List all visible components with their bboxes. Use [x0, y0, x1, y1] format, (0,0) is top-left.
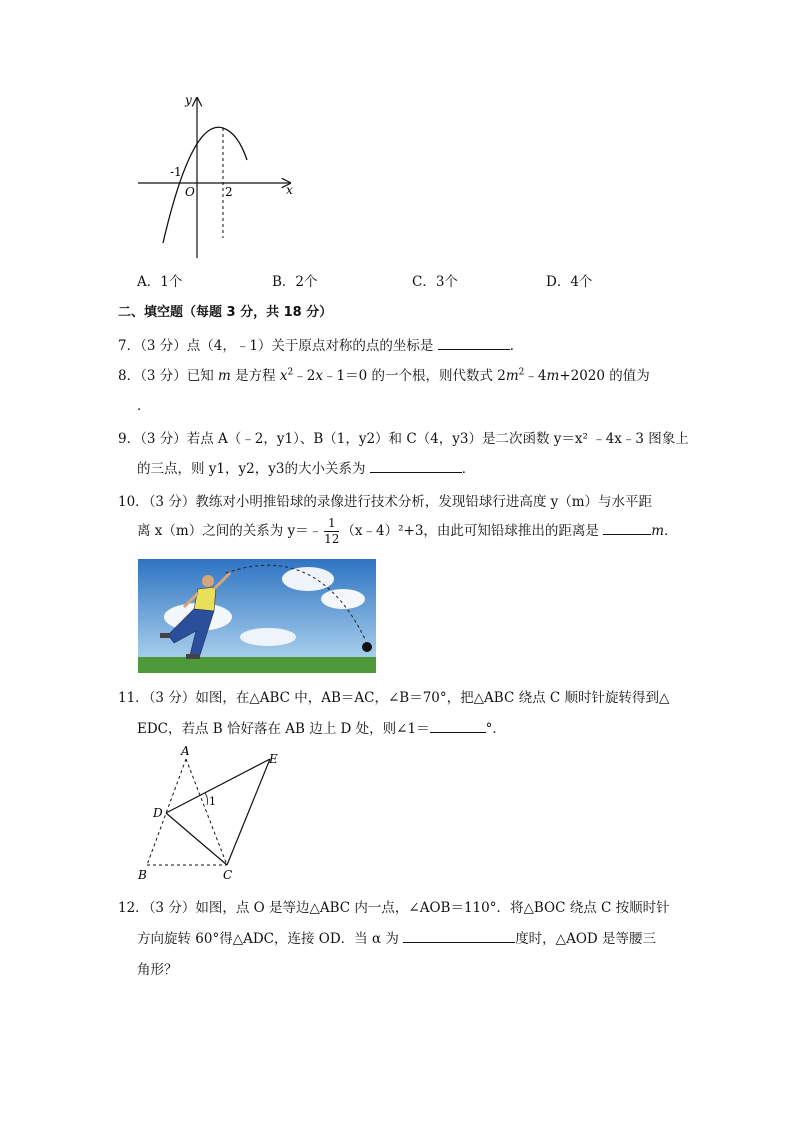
cloud	[321, 589, 365, 609]
angle-1-arc	[205, 793, 208, 805]
triangle-figure	[133, 743, 283, 883]
section-title: 二、填空题（每题 3 分，共 18 分）	[118, 305, 333, 320]
q10-frac-den: 12	[324, 532, 340, 546]
q10-fraction	[324, 516, 339, 547]
q10-number: 10．	[118, 494, 149, 510]
question-12-line2	[137, 927, 656, 947]
q8-m: m	[218, 368, 231, 384]
question-9-line2	[137, 457, 475, 477]
q9-end: ．	[461, 461, 476, 477]
option-b[interactable]: B．2个	[272, 274, 318, 290]
q8-mid1: 是方程	[230, 368, 280, 384]
question-9	[118, 427, 689, 447]
q10-frac-num: 1	[324, 516, 339, 532]
q12-number: 12．	[118, 900, 149, 916]
q12-line1: （3 分）如图，点 O 是等边△ABC 内一点，∠AOB＝110°．将△BOC 绕点 C 按顺时针	[148, 900, 670, 916]
parabola-graph	[130, 88, 300, 260]
q8-exp2: 2	[518, 367, 525, 378]
option-c[interactable]: C．3个	[412, 274, 458, 290]
question-11-line2	[137, 717, 506, 737]
q7-text: （3 分）点（4，﹣1）关于原点对称的点的坐标是	[140, 338, 438, 354]
segment-de	[166, 759, 270, 813]
q11-line1: （3 分）如图，在△ABC 中，AB＝AC，∠B＝70°，把△ABC 绕点 C 顺时针旋转得到△	[148, 690, 670, 706]
q12-line2-end: 度时，△AOD 是等腰三	[515, 931, 657, 947]
q10-blank[interactable]	[603, 520, 651, 535]
q8-m2: m	[505, 368, 519, 384]
origin-label: O	[185, 185, 195, 199]
q9-line1: （3 分）若点 A（﹣2，y1）、B（1，y2）和 C（4，y3）是二次函数 y＝x² ﹣4x﹣3 图象上	[140, 431, 689, 447]
option-a[interactable]: A．1个	[137, 274, 183, 290]
segment-ac	[186, 759, 227, 865]
q7-number: 7．	[118, 338, 141, 354]
question-10-line2	[137, 516, 678, 547]
q8-mid3: ﹣1＝0 的一个根，则代数式 2	[323, 368, 506, 384]
q9-number: 9．	[118, 431, 141, 447]
grass	[138, 657, 376, 673]
segment-ec	[227, 759, 270, 865]
q8-mid4: ﹣4	[524, 368, 547, 384]
q11-blank[interactable]	[430, 718, 486, 733]
point-a-label: A	[181, 744, 190, 758]
y-intercept-label: -1	[170, 165, 182, 179]
q11-line2: EDC，若点 B 恰好落在 AB 边上 D 处，则∠1＝	[137, 721, 430, 737]
q8-mid2: ﹣2	[293, 368, 316, 384]
q10-line1: （3 分）教练对小明推铅球的录像进行技术分析，发现铅球行进高度 y（m）与水平距	[148, 494, 653, 510]
q8-x2: x	[315, 368, 323, 384]
q7-end: ．	[509, 338, 524, 354]
q12-line2-pre: 方向旋转 60°得△ADC，连接 OD．当 α 为	[137, 931, 404, 947]
point-e-label: E	[269, 752, 278, 766]
q8-pre: （3 分）已知	[140, 368, 219, 384]
q10-end: ．	[664, 523, 678, 539]
cloud	[282, 567, 334, 591]
athlete-shoe	[160, 633, 170, 638]
question-12-line3: 角形？	[137, 962, 178, 978]
shot-put-illustration	[138, 559, 376, 673]
q10-line2-pre: 离 x（m）之间的关系为 y＝﹣	[137, 523, 323, 539]
question-7	[118, 334, 523, 354]
q8-x: x	[279, 368, 288, 384]
q11-end: °．	[485, 721, 506, 737]
x-axis-label: x	[286, 183, 293, 197]
question-12	[118, 896, 670, 916]
q12-blank[interactable]	[403, 928, 515, 943]
q10-unit: m	[651, 523, 665, 539]
q8-dot: ．	[137, 398, 151, 414]
q10-line2-mid: （x﹣4）²+3，由此可知铅球推出的距离是	[341, 523, 604, 539]
q8-number: 8．	[118, 368, 141, 384]
question-8	[118, 364, 650, 384]
q9-line2: 的三点，则 y1，y2，y3的大小关系为	[137, 461, 370, 477]
option-d[interactable]: D．4个	[546, 274, 593, 290]
point-b-label: B	[138, 868, 147, 882]
cloud	[240, 628, 296, 646]
point-c-label: C	[223, 868, 233, 882]
q9-blank[interactable]	[370, 458, 462, 473]
question-11	[118, 686, 669, 706]
athlete-head	[202, 575, 214, 587]
q7-blank[interactable]	[438, 335, 510, 350]
question-10	[118, 490, 652, 510]
parabola-curve	[163, 127, 247, 243]
two-label: 2	[225, 185, 233, 199]
angle-1-label: 1	[209, 795, 216, 808]
q8-m3: m	[546, 368, 560, 384]
point-d-label: D	[153, 806, 163, 820]
q8-end: +2020 的值为	[559, 368, 650, 384]
athlete-shoe	[186, 654, 200, 659]
segment-dc	[166, 813, 227, 865]
shot-ball	[362, 642, 372, 652]
y-axis-label: y	[185, 93, 192, 107]
q8-exp: 2	[287, 367, 294, 378]
q11-number: 11．	[118, 690, 149, 706]
